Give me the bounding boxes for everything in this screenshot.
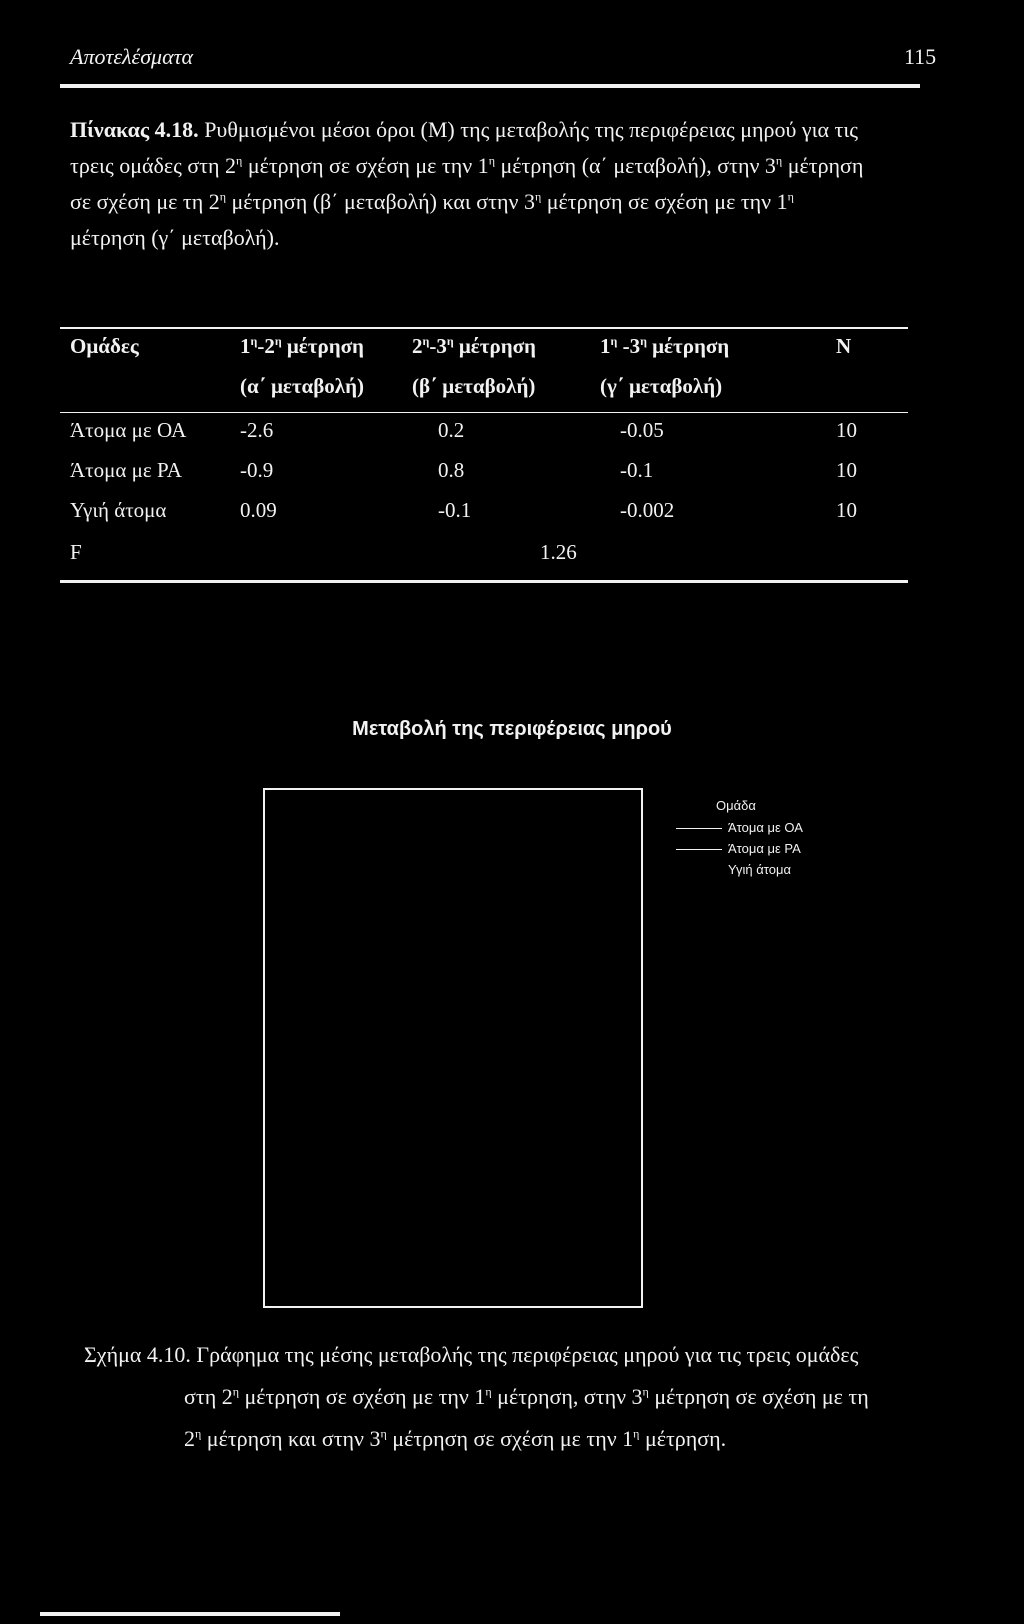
caption-line-4: μέτρηση (γ΄ μεταβολή). — [70, 225, 280, 250]
f-value: 1.26 — [540, 540, 577, 564]
caption-line-2: τρεις ομάδες στη $2^\eta$ μέτρηση σε σχέση με την $1^\eta$ μέτρηση (α΄ μεταβολή), στην $3^\eta$ μέτρηση — [70, 153, 864, 178]
header-col1-sub: (α΄ μεταβολή) — [240, 374, 365, 398]
legend-item-healthy: Υγιή άτομα — [728, 862, 791, 877]
table-top-rule — [60, 327, 908, 329]
caption-label: Πίνακας 4.18. — [70, 117, 199, 142]
table-caption — [70, 112, 920, 256]
legend-item-oa: Άτομα με ΟΑ — [676, 820, 803, 835]
header-col1: $1^\eta-2^\eta$ μέτρηση — [240, 334, 364, 358]
figure-caption-line-2: στη $2^\eta$ μέτρηση σε σχέση με την $1^\eta$ μέτρηση, στην $3^\eta$ μέτρηση σε σχέση με τη — [184, 1384, 869, 1409]
legend-title: Ομάδα — [716, 798, 756, 813]
row-1-c: -0.05 — [620, 418, 664, 442]
row-2-b: 0.8 — [438, 458, 465, 482]
figure-caption-line-1: Σχήμα 4.10. Γράφημα της μέσης μεταβολής της περιφέρειας μηρού για τις τρεις ομάδες — [84, 1342, 859, 1367]
table-bottom-rule — [60, 580, 908, 583]
caption-line-3: σε σχέση με τη $2^\eta$ μέτρηση (β΄ μεταβολή) και στην $3^\eta$ μέτρηση σε σχέση με την $1^\eta$ — [70, 189, 794, 214]
header-rule — [60, 84, 920, 88]
table-header-rule — [60, 412, 908, 413]
row-2-group: Άτομα με ΡΑ — [70, 458, 182, 482]
legend-line-oa — [676, 828, 722, 829]
f-label: F — [70, 540, 82, 564]
chart-title: Μεταβολή της περιφέρειας μηρού — [352, 718, 672, 740]
row-3-n: 10 — [836, 498, 857, 522]
legend-item-ra: Άτομα με ΡΑ — [676, 841, 801, 856]
row-3-b: -0.1 — [438, 498, 472, 522]
header-col2: $2^\eta-3^\eta$ μέτρηση — [412, 334, 536, 358]
row-2-c: -0.1 — [620, 458, 654, 482]
header-col2-sub: (β΄ μεταβολή) — [412, 374, 536, 398]
row-3-a: 0.09 — [240, 498, 277, 522]
row-3-group: Υγιή άτομα — [70, 498, 167, 522]
header-col3: $1^\eta$ $-3^\eta$ μέτρηση — [600, 334, 730, 358]
figure-caption — [84, 1334, 944, 1460]
figure-label: Σχήμα 4.10. — [84, 1342, 191, 1367]
header-n: N — [836, 334, 852, 358]
section-title: Αποτελέσματα — [70, 44, 194, 69]
header-groups: Ομάδες — [70, 334, 139, 358]
chart-plot-area — [263, 788, 643, 1308]
footer-rule — [40, 1612, 340, 1616]
row-3-c: -0.002 — [620, 498, 675, 522]
figure-caption-line-3: $2^\eta$ μέτρηση και στην $3^\eta$ μέτρηση σε σχέση με την $1^\eta$ μέτρηση. — [184, 1426, 727, 1451]
row-1-a: -2.6 — [240, 418, 274, 442]
header-col3-sub: (γ΄ μεταβολή) — [600, 374, 723, 398]
row-1-b: 0.2 — [438, 418, 465, 442]
caption-line-1: Πίνακας 4.18. Ρυθμισμένοι μέσοι όροι (Μ) της μεταβολής της περιφέρειας μηρού για τις — [70, 117, 859, 142]
row-1-n: 10 — [836, 418, 857, 442]
page-number: 115 — [904, 44, 937, 69]
row-2-a: -0.9 — [240, 458, 274, 482]
legend-line-ra — [676, 849, 722, 850]
row-2-n: 10 — [836, 458, 857, 482]
row-1-group: Άτομα με ΟΑ — [70, 418, 187, 442]
